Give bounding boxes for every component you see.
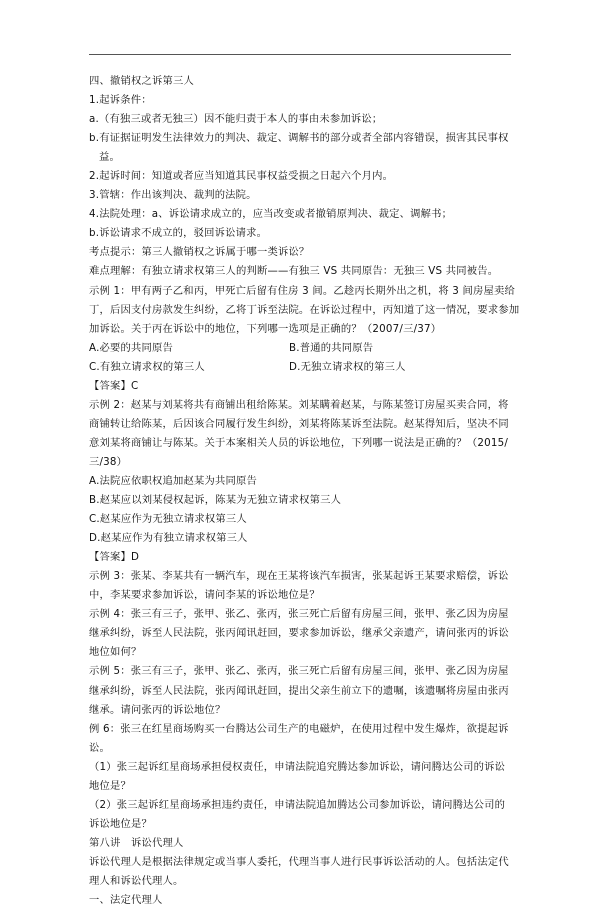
option-row xyxy=(89,339,513,358)
option-b: B.赵某应以刘某侵权起诉，陈某为无独立请求权第三人 xyxy=(89,494,342,507)
paragraph-line: 1.起诉条件： xyxy=(89,94,152,107)
paragraph-line: 中，李某要求参加诉讼，请问李某的诉讼地位是？ xyxy=(89,589,320,602)
option-a: A.必要的共同原告 xyxy=(89,341,174,354)
paragraph-line: 继承。请问张丙的诉讼地位？ xyxy=(89,703,226,716)
paragraph-line: 示例 4：张三有三子，张甲、张乙、张丙，张三死亡后留有房屋三间，张甲、张乙因为房屋 xyxy=(89,608,509,621)
chapter-heading: 第八讲 诉讼代理人 xyxy=(89,836,184,849)
option-d: D.无独立请求权的第三人 xyxy=(289,360,406,373)
paragraph-line: 地位是？ xyxy=(89,779,131,792)
paragraph-line: 三/38） xyxy=(89,455,128,468)
option-a: A.法院应依职权追加赵某为共同原告 xyxy=(89,474,257,487)
paragraph-line: 示例 1：甲有两子乙和丙，甲死亡后留有住房 3 间。乙趁丙长期外出之机，将 3 间房屋卖给 xyxy=(89,284,516,297)
paragraph-line: 示例 2：赵某与刘某将共有商铺出租给陈某。刘某瞒着赵某，与陈某签订房屋买卖合同，将 xyxy=(89,398,509,411)
paragraph-line: 意刘某将商铺让与陈某。关于本案相关人员的诉讼地位，下列哪一说法是正确的？（2015/ xyxy=(89,436,509,449)
paragraph-line: 商铺转让给陈某，后因该合同履行发生纠纷，刘某将陈某诉至法院。赵某得知后，坚决不同 xyxy=(89,417,509,430)
paragraph-line: 2.起诉时间：知道或者应当知道其民事权益受损之日起六个月内。 xyxy=(89,170,394,183)
paragraph-line: 诉讼地位是？ xyxy=(89,817,152,830)
option-d: D.赵某应作为有独立请求权第三人 xyxy=(89,532,248,545)
option-b: B.普通的共同原告 xyxy=(289,341,374,354)
paragraph-line: （1）张三起诉红星商场承担侵权责任，申请法院追究腾达参加诉讼，请问腾达公司的诉讼 xyxy=(89,760,506,773)
paragraph-line: 丁，后因支付房款发生纠纷，乙将丁诉至法院。在诉讼过程中，丙知道了这一情况，要求参加 xyxy=(89,303,520,316)
paragraph-line: b.有证据证明发生法律效力的判决、裁定、调解书的部分或者全部内容错误，损害其民事权 xyxy=(89,132,509,145)
paragraph-line: 3.管辖：作出该判决、裁判的法院。 xyxy=(89,189,257,202)
paragraph-line: 讼。 xyxy=(89,741,110,754)
paragraph-line: 例 6：张三在红星商场购买一台腾达公司生产的电磁炉，在使用过程中发生爆炸，欲提起诉 xyxy=(89,722,509,735)
paragraph-line: 诉讼代理人是根据法律规定或当事人委托，代理当事人进行民事诉讼活动的人。包括法定代 xyxy=(89,855,509,868)
option-c: C.赵某应作为无独立请求权第三人 xyxy=(89,513,247,526)
option-row xyxy=(89,358,513,377)
paragraph-line: 继承纠纷，诉至人民法院，张丙闻讯赶回，提出父亲生前立下的遗嘱，该遗嘱将房屋由张丙 xyxy=(89,684,509,697)
option-c: C.有独立请求权的第三人 xyxy=(89,360,205,373)
section-heading: 一、法定代理人 xyxy=(89,894,163,907)
paragraph-line: b.诉讼请求不成立的，驳回诉讼请求。 xyxy=(89,227,268,240)
document-body xyxy=(89,72,520,910)
paragraph-line: 4.法院处理：a、诉讼请求成立的，应当改变或者撤销原判决、裁定、调解书； xyxy=(89,208,453,221)
paragraph-line: 考点提示：第三人撤销权之诉属于哪一类诉讼？ xyxy=(89,246,310,259)
answer-line: 【答案】D xyxy=(89,551,140,564)
paragraph-line: 益。 xyxy=(99,151,120,164)
answer-line: 【答案】C xyxy=(89,379,139,392)
paragraph-line: 继承纠纷，诉至人民法院，张丙闻讯赶回，要求参加诉讼，继承父亲遗产，请问张丙的诉讼 xyxy=(89,627,509,640)
paragraph-line: 难点理解：有独立请求权第三人的判断——有独三 VS 共同原告：无独三 VS 共同被告。 xyxy=(89,265,499,278)
paragraph-line: 加诉讼。关于丙在诉讼中的地位，下列哪一选项是正确的？（2007/三/37） xyxy=(89,322,442,335)
section-heading: 四、撤销权之诉第三人 xyxy=(89,75,194,87)
paragraph-line: 示例 5：张三有三子，张甲、张乙、张丙，张三死亡后留有房屋三间，张甲、张乙因为房屋 xyxy=(89,665,509,678)
paragraph-line: 示例 3：张某、李某共有一辆汽车，现在王某将该汽车损害，张某起诉王某要求赔偿，诉讼 xyxy=(89,570,509,583)
paragraph-line: a.（有独三或者无独三）因不能归责于本人的事由未参加诉讼； xyxy=(89,113,383,126)
paragraph-line: 理人和诉讼代理人。 xyxy=(89,874,184,887)
paragraph-line: （2）张三起诉红星商场承担违约责任，申请法院追加腾达公司参加诉讼，请问腾达公司的 xyxy=(89,798,506,811)
header-rule xyxy=(89,54,511,55)
paragraph-line: 地位如何？ xyxy=(89,646,142,659)
